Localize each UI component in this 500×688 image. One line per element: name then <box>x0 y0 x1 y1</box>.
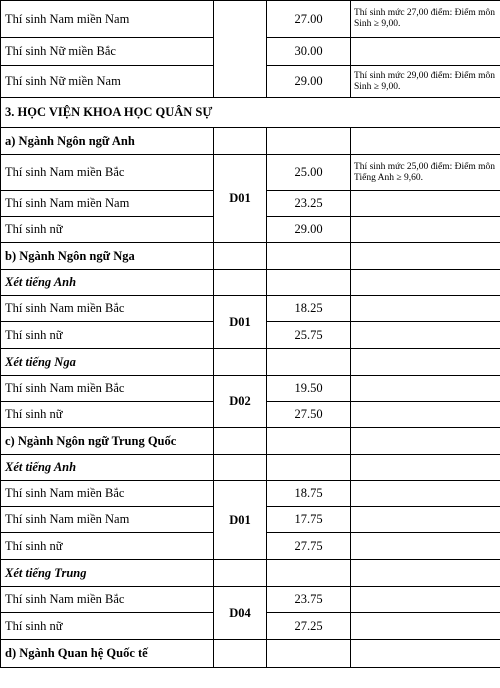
cutoff-score: 27.00 <box>267 1 351 38</box>
subject-combo-code: D01 <box>214 296 267 349</box>
subject-combo-code: D04 <box>214 587 267 640</box>
table-row <box>1 155 500 191</box>
table-row <box>1 349 500 376</box>
empty-cell <box>351 349 500 376</box>
tie-break-note <box>351 587 500 613</box>
candidate-group-label: Thí sinh nữ <box>1 533 214 560</box>
table-row <box>1 481 500 507</box>
cutoff-score: 27.75 <box>267 533 351 560</box>
tie-break-note <box>351 402 500 428</box>
empty-cell <box>267 455 351 481</box>
table-row <box>1 560 500 587</box>
cutoff-score: 17.75 <box>267 507 351 533</box>
cutoff-score: 30.00 <box>267 38 351 66</box>
tie-break-note <box>351 613 500 640</box>
candidate-group-label: Thí sinh Nam miền Bắc <box>1 481 214 507</box>
cutoff-score: 29.00 <box>267 66 351 98</box>
empty-cell <box>214 428 267 455</box>
subject-combo-code: D02 <box>214 376 267 428</box>
empty-cell <box>267 128 351 155</box>
table-row <box>1 587 500 613</box>
empty-cell <box>267 349 351 376</box>
empty-cell <box>351 128 500 155</box>
empty-cell <box>351 270 500 296</box>
empty-cell <box>267 560 351 587</box>
subject-combo-code: D01 <box>214 481 267 560</box>
major-heading: d) Ngành Quan hệ Quốc tế <box>1 640 214 668</box>
candidate-group-label: Thí sinh Nam miền Nam <box>1 191 214 217</box>
candidate-group-label: Thí sinh nữ <box>1 217 214 243</box>
candidate-group-label: Thí sinh nữ <box>1 402 214 428</box>
cutoff-score: 27.25 <box>267 613 351 640</box>
section-heading: 3. HỌC VIỆN KHOA HỌC QUÂN SỰ <box>1 98 500 128</box>
subject-combo-code <box>214 1 267 98</box>
candidate-group-label: Thí sinh nữ <box>1 613 214 640</box>
major-heading: c) Ngành Ngôn ngữ Trung Quốc <box>1 428 214 455</box>
candidate-group-label: Thí sinh Nam miền Bắc <box>1 155 214 191</box>
major-heading: a) Ngành Ngôn ngữ Anh <box>1 128 214 155</box>
empty-cell <box>351 560 500 587</box>
empty-cell <box>351 428 500 455</box>
tie-break-note <box>351 533 500 560</box>
tie-break-note <box>351 507 500 533</box>
empty-cell <box>214 349 267 376</box>
table-row <box>1 1 500 38</box>
major-heading: b) Ngành Ngôn ngữ Nga <box>1 243 214 270</box>
cutoff-score: 25.75 <box>267 322 351 349</box>
tie-break-note: Thí sinh mức 29,00 điểm: Điểm môn Sinh ≥ 9,00. <box>351 66 500 98</box>
cutoff-score: 19.50 <box>267 376 351 402</box>
empty-cell <box>214 243 267 270</box>
tie-break-note <box>351 481 500 507</box>
tie-break-note <box>351 38 500 66</box>
tie-break-note <box>351 296 500 322</box>
empty-cell <box>267 428 351 455</box>
empty-cell <box>351 455 500 481</box>
candidate-group-label: Thí sinh Nữ miền Bắc <box>1 38 214 66</box>
empty-cell <box>214 128 267 155</box>
language-heading: Xét tiếng Trung <box>1 560 214 587</box>
candidate-group-label: Thí sinh Nam miền Bắc <box>1 376 214 402</box>
empty-cell <box>351 640 500 668</box>
table-row <box>1 428 500 455</box>
cutoff-score: 23.75 <box>267 587 351 613</box>
cutoff-score: 29.00 <box>267 217 351 243</box>
tie-break-note <box>351 217 500 243</box>
table-row <box>1 640 500 668</box>
empty-cell <box>267 640 351 668</box>
table-row <box>1 98 500 128</box>
table-row <box>1 296 500 322</box>
candidate-group-label: Thí sinh Nam miền Bắc <box>1 587 214 613</box>
empty-cell <box>351 243 500 270</box>
tie-break-note <box>351 322 500 349</box>
language-heading: Xét tiếng Anh <box>1 455 214 481</box>
candidate-group-label: Thí sinh Nam miền Bắc <box>1 296 214 322</box>
tie-break-note: Thí sinh mức 27,00 điểm: Điểm môn Sinh ≥ 9,00. <box>351 1 500 38</box>
table-row <box>1 455 500 481</box>
empty-cell <box>214 455 267 481</box>
empty-cell <box>267 243 351 270</box>
table-row <box>1 243 500 270</box>
table-row <box>1 270 500 296</box>
table-row <box>1 376 500 402</box>
candidate-group-label: Thí sinh Nam miền Nam <box>1 507 214 533</box>
candidate-group-label: Thí sinh Nữ miền Nam <box>1 66 214 98</box>
empty-cell <box>267 270 351 296</box>
tie-break-note <box>351 376 500 402</box>
cutoff-score: 18.75 <box>267 481 351 507</box>
cutoff-score: 25.00 <box>267 155 351 191</box>
empty-cell <box>214 640 267 668</box>
tie-break-note <box>351 191 500 217</box>
tie-break-note: Thí sinh mức 25,00 điểm: Điểm môn Tiếng Anh ≥ 9,60. <box>351 155 500 191</box>
subject-combo-code: D01 <box>214 155 267 243</box>
language-heading: Xét tiếng Anh <box>1 270 214 296</box>
empty-cell <box>214 270 267 296</box>
cutoff-score: 27.50 <box>267 402 351 428</box>
cutoff-score: 18.25 <box>267 296 351 322</box>
cutoff-score: 23.25 <box>267 191 351 217</box>
table-row <box>1 128 500 155</box>
candidate-group-label: Thí sinh nữ <box>1 322 214 349</box>
empty-cell <box>214 560 267 587</box>
candidate-group-label: Thí sinh Nam miền Nam <box>1 1 214 38</box>
language-heading: Xét tiếng Nga <box>1 349 214 376</box>
